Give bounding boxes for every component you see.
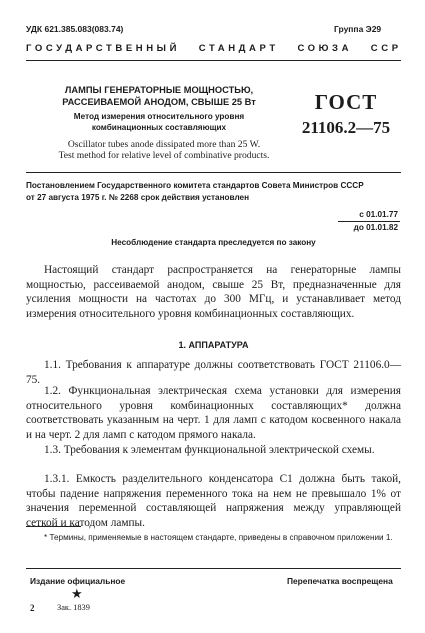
udk-code: УДК 621.385.083(083.74): [26, 24, 124, 34]
title-line-2: РАССЕИВАЕМОЙ АНОДОМ, СВЫШЕ 25 Вт: [62, 97, 256, 107]
gost-label: ГОСТ: [314, 90, 378, 114]
footer-rule: [26, 568, 401, 569]
title-line-1: ЛАМПЫ ГЕНЕРАТОРНЫЕ МОЩНОСТЬЮ,: [64, 85, 254, 95]
standard-title: [52, 84, 266, 108]
order-number: Зак. 1839: [57, 603, 90, 612]
paragraph-1-2: 1.2. Функциональная электрическая схема установки для измерения относительного уровня комбинационных составляющих* должна соответствовать указанным на черт. 1 для ламп с катодом косвенного накала и на черт. 2 для ламп с катодом прямого накала.: [26, 385, 401, 441]
english-line-1: Oscillator tubes anode dissipated more than 25 W.: [67, 139, 261, 150]
legal-warning: Несоблюдение стандарта преследуется по закону: [111, 238, 316, 247]
official-edition: Издание официальное: [30, 576, 126, 586]
decree-line-1: Постановлением Государственного комитета стандартов Совета Министров СССР: [26, 181, 364, 190]
method-line-2: комбинационных составляющих: [91, 123, 227, 132]
footnote-rule: [26, 526, 81, 527]
validity-until: до 01.01.82: [353, 223, 398, 232]
gost-number: 21106.2—75: [301, 118, 391, 137]
section-heading: 1. АППАРАТУРА: [178, 340, 249, 350]
validity-from: с 01.01.77: [359, 210, 398, 219]
group-code: Группа Э29: [334, 24, 382, 34]
reprint-prohibited: Перепечатка воспрещена: [287, 576, 393, 586]
validity-rule: [338, 221, 400, 222]
header-rule: [26, 60, 401, 61]
method-title: [52, 111, 266, 133]
english-title: [22, 139, 306, 161]
page-number: 2: [30, 603, 35, 613]
star-mark: ★: [71, 586, 83, 601]
footnote: * Термины, применяемые в настоящем стандарте, приведены в справочном приложении 1.: [44, 533, 393, 542]
english-line-2: Test method for relative level of combinative products.: [58, 150, 270, 161]
method-line-1: Метод измерения относительного уровня: [73, 112, 245, 121]
organization-title: ГОСУДАРСТВЕННЫЙ СТАНДАРТ СОЮЗА ССР: [26, 43, 402, 54]
intro-paragraph: Настоящий стандарт распространяется на генераторные лампы мощностью, рассеиваемой анодом, свыше 25 Вт, предназначенные для усиления мощности на частотах до 300 МГц, и устанавливает метод измерения относительного уровня комбинационных составляющих.: [26, 264, 401, 320]
paragraph-1-3: 1.3. Требования к элементам функциональной электрической схемы.: [44, 444, 375, 456]
paragraph-1-3-1: 1.3.1. Емкость разделительного конденсатора C1 должна быть такой, чтобы падение напряжения переменного тока на нем не превышало 1% от значения переменной составляющей напряжения между управляющей сеткой и катодом лампы.: [26, 473, 401, 529]
decree-text: [26, 180, 401, 203]
decree-line-2: от 27 августа 1975 г. № 2268 срок действия установлен: [26, 192, 250, 202]
paragraph-1-1: 1.1. Требования к аппаратуре должны соответствовать ГОСТ 21106.0—75.: [26, 359, 401, 386]
title-rule: [26, 172, 401, 173]
